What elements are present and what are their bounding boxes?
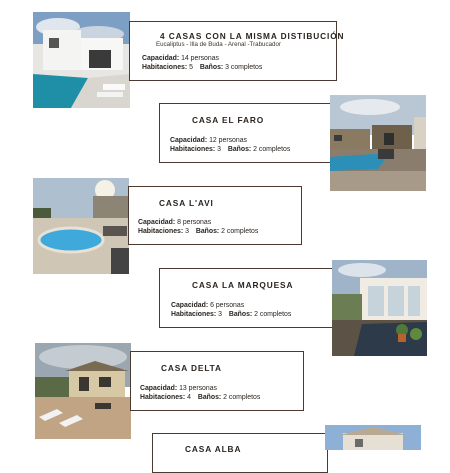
rooms-line xyxy=(171,311,291,318)
baths-value: 2 completos xyxy=(221,228,259,235)
capacity-value: 14 personas xyxy=(181,55,220,62)
house-locations: Eucaliptus - Illa de Buda - Arenal -Trabucador xyxy=(156,41,281,48)
rooms-line xyxy=(140,394,260,401)
baths-label: Baños: xyxy=(227,146,252,153)
capacity-label: Capacidad: xyxy=(142,55,180,62)
baths-value: 2 completos xyxy=(223,394,261,401)
rooms-value: 3 xyxy=(185,228,189,235)
capacity-line xyxy=(140,385,217,392)
capacity-value: 6 personas xyxy=(210,302,245,309)
house-card-6 xyxy=(152,433,328,473)
rooms-label: Habitaciones: xyxy=(171,311,217,318)
capacity-line xyxy=(171,302,244,309)
rooms-label: Habitaciones: xyxy=(138,228,184,235)
baths-value: 3 completos xyxy=(225,64,263,71)
rooms-label: Habitaciones: xyxy=(140,394,186,401)
rooms-line xyxy=(142,64,262,71)
rooms-value: 3 xyxy=(217,146,221,153)
capacity-value: 8 personas xyxy=(177,219,212,226)
rooms-label: Habitaciones: xyxy=(170,146,216,153)
rooms-value: 3 xyxy=(218,311,222,318)
house-photo xyxy=(33,12,130,108)
house-title: CASA ALBA xyxy=(185,444,242,454)
house-card-5 xyxy=(130,351,304,411)
capacity-label: Capacidad: xyxy=(170,137,208,144)
baths-label: Baños: xyxy=(228,311,253,318)
house-card-3 xyxy=(128,186,302,245)
capacity-value: 13 personas xyxy=(179,385,218,392)
baths-label: Baños: xyxy=(199,64,224,71)
rooms-label: Habitaciones: xyxy=(142,64,188,71)
capacity-line xyxy=(138,219,211,226)
baths-label: Baños: xyxy=(195,228,220,235)
house-photo xyxy=(35,343,131,439)
capacity-line xyxy=(170,137,247,144)
capacity-line xyxy=(142,55,219,62)
house-title: CASA EL FARO xyxy=(192,115,265,125)
rooms-value: 5 xyxy=(189,64,193,71)
capacity-value: 12 personas xyxy=(209,137,248,144)
house-photo xyxy=(330,95,426,191)
house-photo xyxy=(33,178,129,274)
house-photo xyxy=(332,260,427,356)
house-title: CASA LA MARQUESA xyxy=(192,280,294,290)
house-photo xyxy=(325,425,421,450)
capacity-label: Capacidad: xyxy=(138,219,176,226)
baths-value: 2 completos xyxy=(253,146,291,153)
capacity-label: Capacidad: xyxy=(171,302,209,309)
baths-label: Baños: xyxy=(197,394,222,401)
rooms-line xyxy=(170,146,290,153)
capacity-label: Capacidad: xyxy=(140,385,178,392)
house-title: CASA DELTA xyxy=(161,363,222,373)
house-title: 4 CASAS CON LA MISMA DISTIBUCIÓN xyxy=(160,31,345,41)
baths-value: 2 completos xyxy=(254,311,292,318)
house-card-4 xyxy=(159,268,333,328)
house-card-2 xyxy=(159,103,339,163)
house-title: CASA L'AVI xyxy=(159,198,214,208)
rooms-value: 4 xyxy=(187,394,191,401)
rooms-line xyxy=(138,228,258,235)
house-card-1 xyxy=(129,21,345,81)
